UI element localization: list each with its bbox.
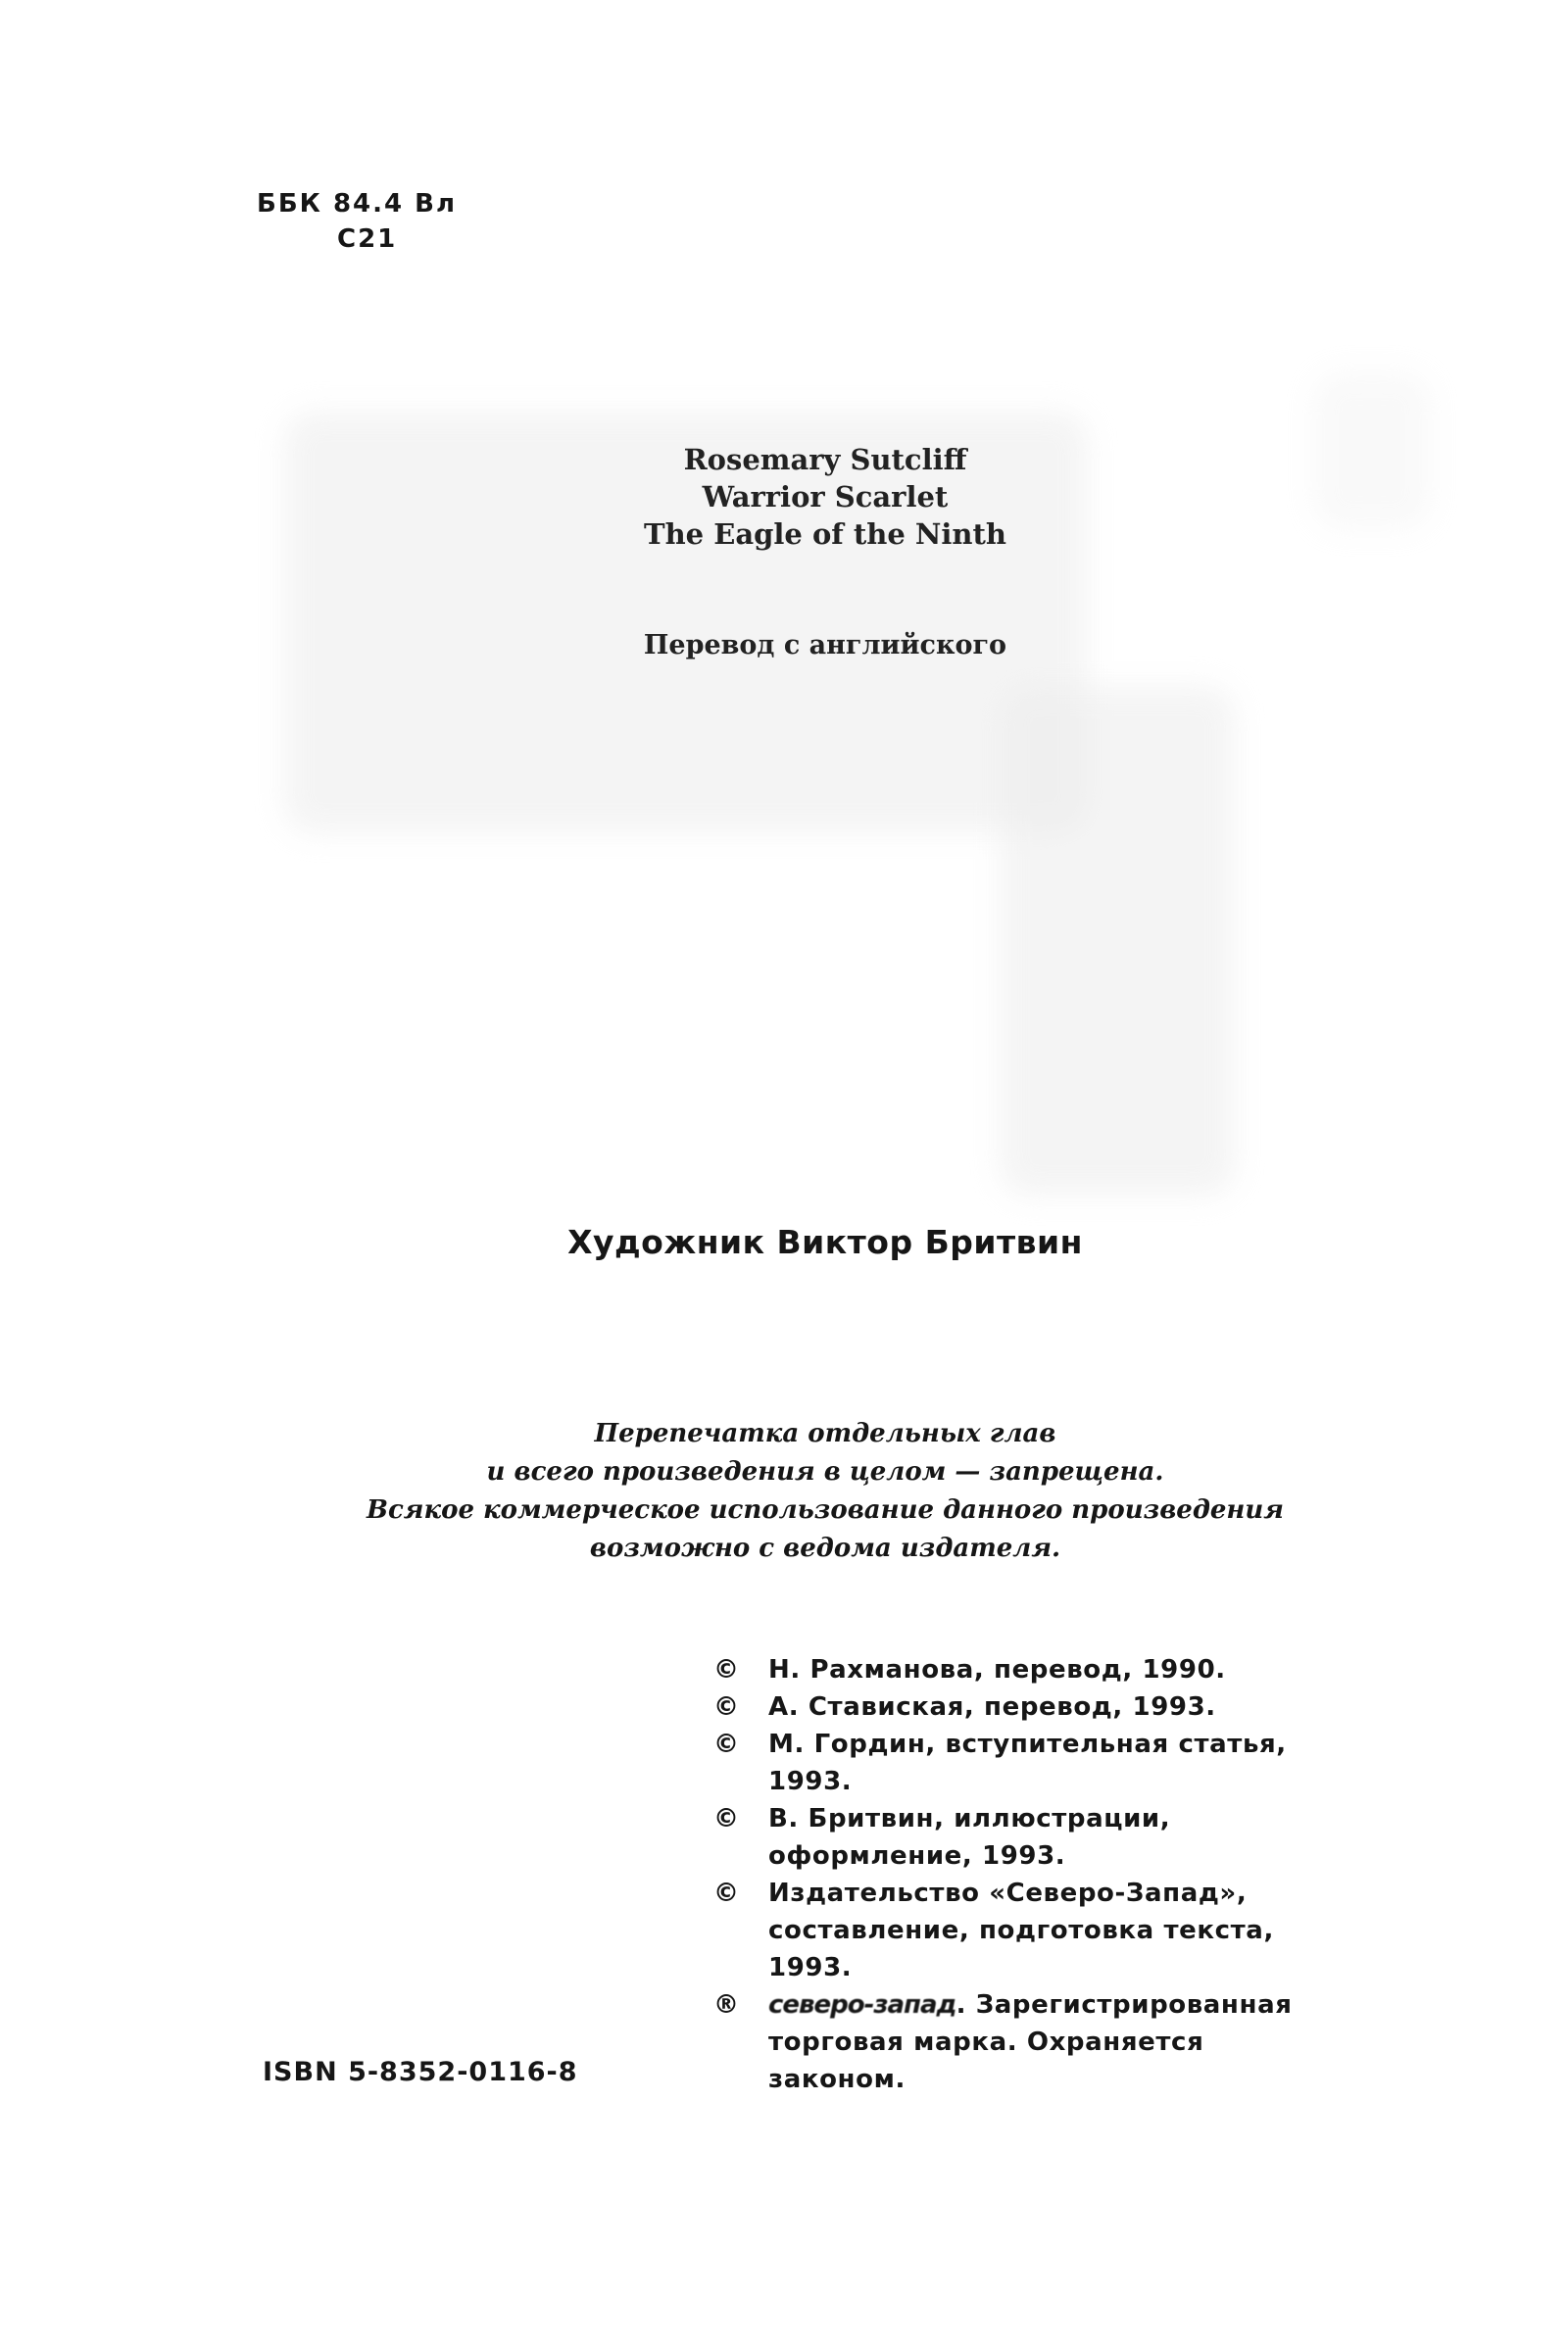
copyright-symbol: © bbox=[713, 1730, 740, 1759]
original-title-2: The Eagle of the Ninth bbox=[644, 517, 1006, 551]
copyright-symbol: © bbox=[713, 1879, 740, 1908]
trademark-text: . Зарегистрированная bbox=[956, 1990, 1293, 2020]
copyright-text: В. Бритвин, иллюстрации, bbox=[768, 1804, 1171, 1833]
publisher-logo: северо-запад bbox=[768, 1990, 956, 2020]
copyright-symbol: © bbox=[713, 1655, 740, 1685]
original-author: Rosemary Sutcliff bbox=[683, 443, 967, 476]
copyright-text: Издательство «Северо-Запад», bbox=[768, 1879, 1248, 1908]
author-mark: С21 bbox=[337, 224, 398, 254]
copyright-text: А. Ставиская, перевод, 1993. bbox=[768, 1692, 1216, 1722]
copyright-text-cont: 1993. bbox=[768, 1767, 853, 1796]
bbk-code: ББК 84.4 Вл bbox=[257, 189, 457, 219]
copyright-item bbox=[713, 1688, 1419, 1726]
trademark-text-cont: торговая марка. Охраняется bbox=[768, 2028, 1204, 2057]
bbk-classification bbox=[257, 186, 457, 257]
copyright-text-cont-2: 1993. bbox=[768, 1953, 853, 1982]
notice-line-2: и всего произведения в целом — запрещена. bbox=[486, 1457, 1164, 1487]
reprint-notice bbox=[0, 1415, 1568, 1568]
copyright-item bbox=[713, 1726, 1419, 1800]
original-title-block bbox=[0, 441, 1568, 553]
copyright-text-cont: составление, подготовка текста, bbox=[768, 1916, 1274, 1945]
isbn: ISBN 5-8352-0116-8 bbox=[263, 2057, 578, 2087]
copyright-item bbox=[713, 1800, 1419, 1875]
copyright-text-cont: оформление, 1993. bbox=[768, 1841, 1066, 1871]
copyright-item bbox=[713, 1651, 1419, 1688]
trademark-item bbox=[713, 1986, 1419, 2098]
trademark-text-cont-2: законом. bbox=[768, 2065, 906, 2094]
translation-note: Перевод с английского bbox=[643, 630, 1007, 660]
copyright-symbol: © bbox=[713, 1692, 740, 1722]
original-title-1: Warrior Scarlet bbox=[702, 480, 949, 513]
registered-symbol: ® bbox=[713, 1990, 740, 2020]
notice-line-1: Перепечатка отдельных глав bbox=[594, 1419, 1056, 1448]
notice-line-4: возможно с ведома издателя. bbox=[589, 1534, 1061, 1563]
artist-credit: Художник Виктор Бритвин bbox=[567, 1223, 1083, 1261]
notice-line-3: Всякое коммерческое использование данного произведения bbox=[367, 1495, 1284, 1525]
copyright-text: М. Гордин, вступительная статья, bbox=[768, 1730, 1287, 1759]
copyright-list bbox=[713, 1651, 1419, 2098]
copyright-text: Н. Рахманова, перевод, 1990. bbox=[768, 1655, 1226, 1685]
bleed-through-illustration-lower bbox=[1000, 686, 1235, 1196]
copyright-item bbox=[713, 1875, 1419, 1986]
copyright-symbol: © bbox=[713, 1804, 740, 1833]
